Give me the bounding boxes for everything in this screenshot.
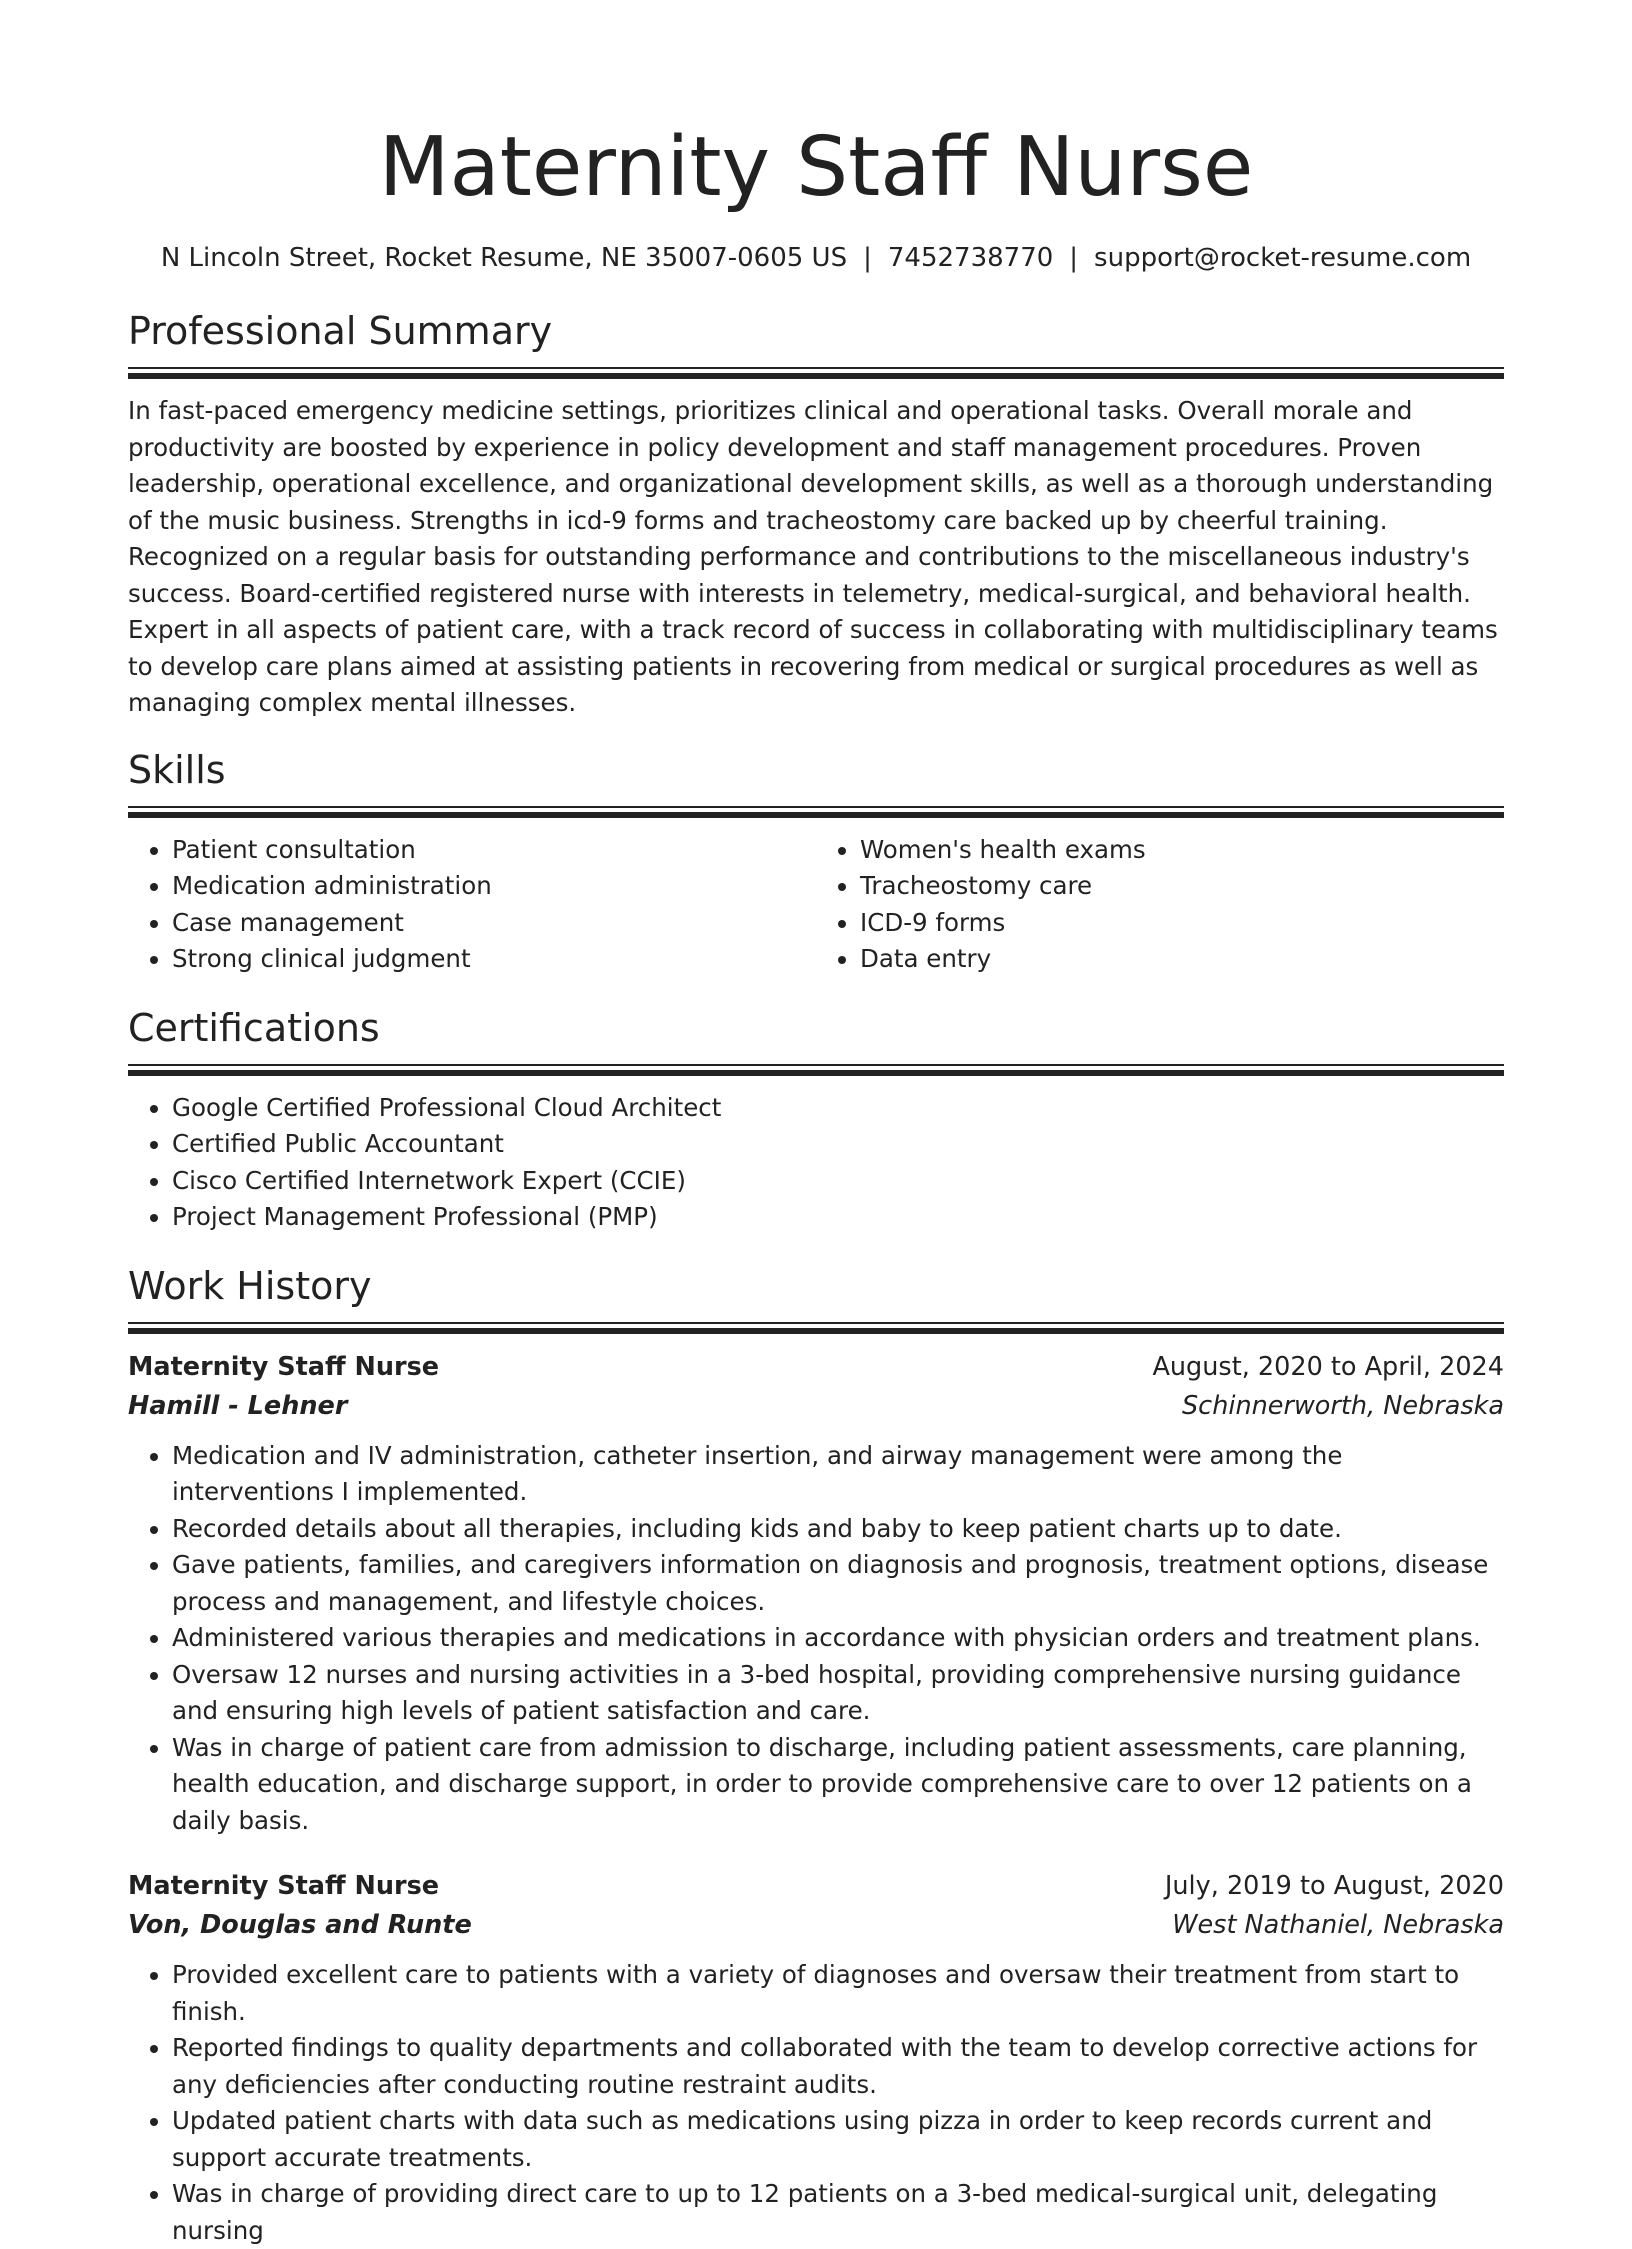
job-entry [128, 1867, 1504, 2249]
section-title-skills: Skills [128, 746, 1504, 794]
job-location: Schinnerworth, Nebraska [1182, 1387, 1504, 1426]
job-entry [128, 1348, 1504, 1840]
skill-item: • Case management [172, 905, 816, 942]
resume-name: Maternity Staff Nurse [128, 0, 1504, 218]
job-bullet: • Medication and IV administration, catheter insertion, and airway management were among the interventions I implemented. [172, 1438, 1504, 1511]
job-bullets [128, 1957, 1504, 2249]
job-title: Maternity Staff Nurse [128, 1348, 439, 1387]
job-bullet: • Reported findings to quality departments and collaborated with the team to develop corrective actions for any deficiencies after conducting routine restraint audits. [172, 2030, 1504, 2103]
job-bullet: • Was in charge of providing direct care to up to 12 patients on a 3-bed medical-surgical unit, delegating nursing [172, 2176, 1504, 2249]
job-subheader-row [128, 1906, 1504, 1945]
skills-section [128, 746, 1504, 978]
skill-item: • Strong clinical judgment [172, 941, 816, 978]
email-link[interactable]: support@rocket-resume.com [1094, 243, 1471, 273]
job-bullet: • Gave patients, families, and caregivers information on diagnosis and prognosis, treatment options, disease process and management, and lifestyle choices. [172, 1547, 1504, 1620]
certification-item: • Google Certified Professional Cloud Architect [172, 1090, 1504, 1127]
certification-item: • Project Management Professional (PMP) [172, 1199, 1504, 1236]
job-dates: August, 2020 to April, 2024 [1152, 1348, 1504, 1387]
certification-item: • Cisco Certified Internetwork Expert (CCIE) [172, 1163, 1504, 1200]
job-bullet: • Oversaw 12 nurses and nursing activities in a 3-bed hospital, providing comprehensive nursing guidance and ensuring high levels of patient satisfaction and care. [172, 1657, 1504, 1730]
section-title-summary: Professional Summary [128, 307, 1504, 355]
job-company: Hamill - Lehner [128, 1387, 347, 1426]
job-bullet: • Updated patient charts with data such as medications using pizza in order to keep records current and support accurate treatments. [172, 2103, 1504, 2176]
skill-item: • ICD-9 forms [860, 905, 1504, 942]
phone: 7452738770 [888, 243, 1053, 273]
skill-item: • Women's health exams [860, 832, 1504, 869]
skill-item: • Patient consultation [172, 832, 816, 869]
skill-item: • Medication administration [172, 868, 816, 905]
job-title: Maternity Staff Nurse [128, 1867, 439, 1906]
section-divider [128, 1064, 1504, 1076]
contact-separator: | [847, 240, 888, 276]
section-title-work-history: Work History [128, 1262, 1504, 1310]
summary-text: In fast-paced emergency medicine settings, prioritizes clinical and operational tasks. Overall morale and productivity are boosted by experience in policy development and staff management procedures. Proven leadership, operational excellence, and organizational development skills, as well as a thorough understanding of the music business. Strengths in icd-9 forms and tracheostomy care backed up by cheerful training. Recognized on a regular basis for outstanding performance and contributions to the miscellaneous industry's success. Board-certified registered nurse with interests in telemetry, medical-surgical, and behavioral health. Expert in all aspects of patient care, with a track record of success in collaborating with multidisciplinary teams to develop care plans aimed at assisting patients in recovering from medical or surgical procedures as well as managing complex mental illnesses. [128, 393, 1504, 722]
job-bullet: • Provided excellent care to patients with a variety of diagnoses and oversaw their treatment from start to finish. [172, 1957, 1504, 2030]
section-title-certifications: Certifications [128, 1004, 1504, 1052]
contact-line [128, 240, 1504, 276]
job-header-row [128, 1867, 1504, 1906]
job-header-row [128, 1348, 1504, 1387]
certifications-section [128, 1004, 1504, 1236]
section-divider [128, 367, 1504, 379]
resume-page [128, 0, 1504, 2249]
skills-list-right [816, 832, 1504, 978]
summary-section [128, 307, 1504, 722]
job-bullet: • Administered various therapies and medications in accordance with physician orders and treatment plans. [172, 1620, 1504, 1657]
contact-separator: | [1053, 240, 1094, 276]
work-history-section [128, 1262, 1504, 2249]
certification-item: • Certified Public Accountant [172, 1126, 1504, 1163]
skills-list-left [128, 832, 816, 978]
address: N Lincoln Street, Rocket Resume, NE 35007-0605 US [161, 243, 847, 273]
job-dates: July, 2019 to August, 2020 [1165, 1867, 1504, 1906]
job-bullet: • Was in charge of patient care from admission to discharge, including patient assessments, care planning, health education, and discharge support, in order to provide comprehensive care to over 12 patients on a daily basis. [172, 1730, 1504, 1840]
job-bullets [128, 1438, 1504, 1840]
job-subheader-row [128, 1387, 1504, 1426]
skill-item: • Data entry [860, 941, 1504, 978]
section-divider [128, 806, 1504, 818]
job-location: West Nathaniel, Nebraska [1172, 1906, 1504, 1945]
section-divider [128, 1322, 1504, 1334]
skills-grid [128, 832, 1504, 978]
job-bullet: • Recorded details about all therapies, including kids and baby to keep patient charts up to date. [172, 1511, 1504, 1548]
certifications-list [128, 1090, 1504, 1236]
skill-item: • Tracheostomy care [860, 868, 1504, 905]
job-company: Von, Douglas and Runte [128, 1906, 472, 1945]
